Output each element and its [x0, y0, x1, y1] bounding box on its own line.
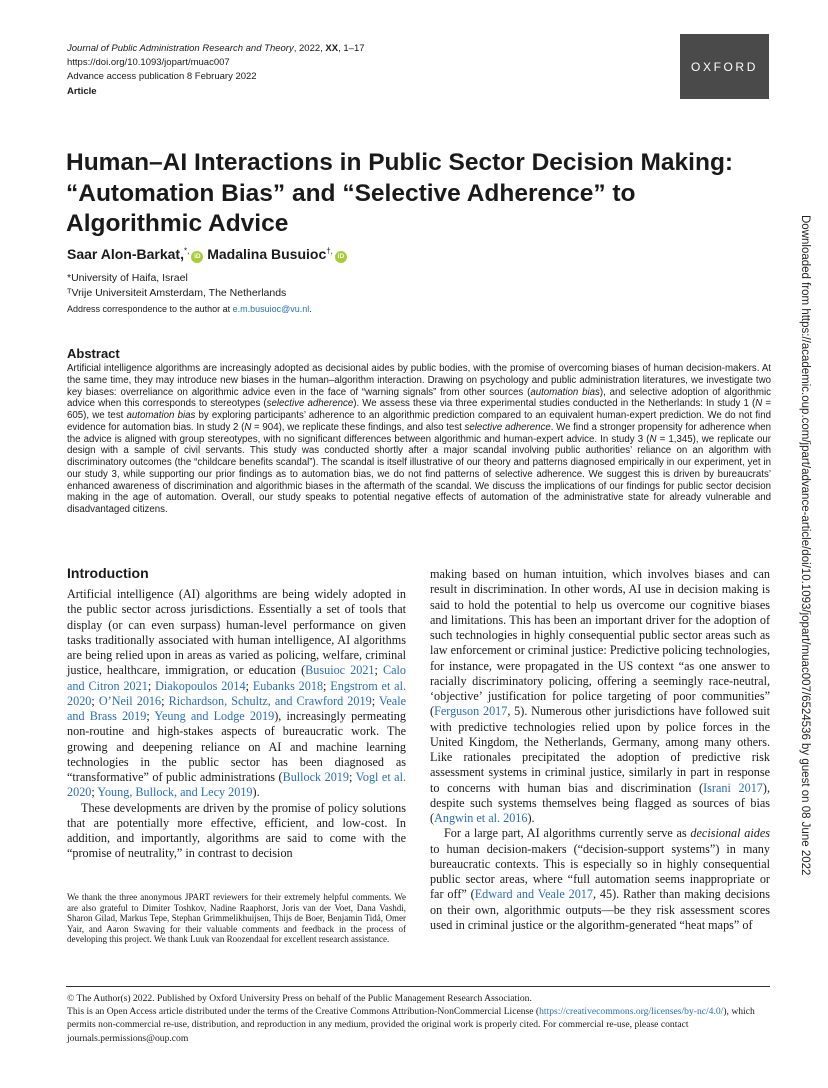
affiliations: [67, 271, 286, 300]
acknowledgement-footnote: We thank the three anonymous JPART reviewers for their extremely helpful comments. We are also grateful to Dimiter Toshkov, Nadine Raaphorst, Joris van der Voet, Dana Vashdi, Sharon Gilad, Markus Tepe, Stephan Grimmelikhuijsen, Thijs de Boer, Benjamin Tidå, Omer Yair, and Aaron Swaving for their valuable comments and feedback in the process of developing this project. We thank Luuk van Roozendaal for excellent research assistance.: [67, 892, 406, 944]
citation-link[interactable]: Engstrom et al. 2020: [67, 678, 407, 708]
body-paragraph: Artificial intelligence (AI) algorithms are being widely adopted in the public sector across jurisdictions. Essentially a set of tools that display (or can even surpass) human-level performance on given tasks traditionally associated with human intelligence, AI algorithms are being relied upon in areas as varied as policing, welfare, criminal justice, healthcare, immigration, or education (Busuioc 2021; Calo and Citron 2021; Diakopoulos 2014; Eubanks 2018; Engstrom et al. 2020; O’Neil 2016; Richardson, Schultz, and Crawford 2019; Veale and Brass 2019; Yeung and Lodge 2019), increasingly permeating non-routine and high-stakes aspects of bureaucratic work. The growing and deepening reliance on AI and machine learning technologies in the public sector has been diagnosed as “transformative” of public administrations (Bullock 2019; Vogl et al. 2020; Young, Bullock, and Lecy 2019).: [67, 587, 407, 800]
article-type: Article: [67, 85, 97, 97]
journal-citation: Journal of Public Administration Research and Theory, 2022, XX, 1–17: [67, 43, 365, 54]
citation-link[interactable]: Angwin et al. 2016: [434, 811, 528, 825]
citation-link[interactable]: Busuioc 2021: [305, 663, 375, 678]
author-list: Saar Alon-Barkat,*,iD Madalina Busuioc†,iD: [67, 246, 347, 263]
journal-volume: XX: [325, 43, 339, 54]
oxford-logo: OXFORD: [680, 34, 769, 99]
body-column-right: [430, 567, 770, 933]
orcid-icon[interactable]: iD: [191, 251, 203, 263]
abstract-heading: Abstract: [67, 346, 120, 361]
citation-link[interactable]: Young, Bullock, and Lecy 2019: [97, 785, 253, 800]
author-name: Madalina Busuioc: [207, 246, 327, 262]
journal-name: Journal of Public Administration Research and Theory: [67, 43, 294, 54]
body-paragraph: These developments are driven by the promise of policy solutions that are potentially more effective, efficient, and low-cost. In addition, and importantly, algorithms are said to come with the “promise of neutrality,” in contrast to decision: [67, 800, 406, 861]
citation-link[interactable]: Edward and Veale 2017: [474, 887, 593, 902]
citation-link[interactable]: Eubanks 2018: [252, 678, 324, 693]
citation-link[interactable]: Richardson, Schultz, and Crawford 2019: [168, 693, 372, 708]
citation-link[interactable]: Ferguson 2017: [434, 704, 508, 719]
footer-divider: [66, 986, 770, 987]
license-link[interactable]: https://creativecommons.org/licenses/by-nc/4.0/: [539, 1006, 724, 1018]
citation-link[interactable]: Veale and Brass 2019: [67, 693, 406, 723]
citation-link[interactable]: O’Neil 2016: [98, 693, 162, 708]
email-link[interactable]: e.m.busuioc@vu.nl: [232, 304, 310, 314]
section-heading-introduction: Introduction: [67, 565, 149, 581]
citation-link[interactable]: Bullock 2019: [282, 770, 349, 784]
affiliation: ᵀVrije Universiteit Amsterdam, The Netherlands: [67, 286, 287, 299]
body-paragraph: For a large part, AI algorithms currently serve as decisional aides to human decision-makers (“decision-support systems”) in many bureaucratic contexts. This is especially so in highly consequential public sector areas, where “full automation seems inappropriate or far off” (Edward and Veale 2017, 45). Rather than making decisions on their own, algorithmic outputs—be they risk assessment scores used in criminal justice or the algorithm-generated “heat maps” of: [430, 826, 770, 932]
citation-link[interactable]: Diakopoulos 2014: [155, 678, 246, 693]
body-column-left: [67, 587, 406, 862]
body-paragraph: making based on human intuition, which involves biases and can result in discrimination. In other words, AI use in decision making is said to hold the potential to help us overcome our cognitive biases and limitations. This has been an important driver for the adoption of such technologies in highly consequential public sector areas such as law enforcement or criminal justice: Predictive policing technologies, for instance, were propagated in the US context “as one answer to racially discriminatory policing, offering a seemingly race-neutral, ‘objective’ justification for police targeting of poor communities” (Ferguson 2017, 5). Numerous other jurisdictions have followed suit with predictive technologies relied upon by police forces in the United Kingdom, the Netherlands, Germany, among many others. Like rationales precipitated the adoption of predictive risk assessment systems in criminal justice, similarly in part in response to concerns with human bias and discrimination (Israni 2017), despite such systems themselves being flagged as sources of bias (Angwin et al. 2016).: [430, 567, 771, 825]
citation-link[interactable]: Calo and Citron 2021: [67, 663, 407, 693]
abstract-text: Artificial intelligence algorithms are increasingly adopted as decisional aides by public bodies, with the promise of overcoming biases of human decision-makers. At the same time, they may introduce new biases in the human–algorithm interaction. Drawing on psychology and public administration literatures, we investigate two key biases: overreliance on algorithmic advice even in the face of “warning signals” from other sources (automation bias), and selective adoption of algorithmic advice when this corresponds to stereotypes (selective adherence). We assess these via three experimental studies conducted in the Netherlands: In study 1 (N = 605), we test automation bias by exploring participants’ adherence to an algorithmic prediction compared to an equivalent human-expert prediction. We do not find evidence for automation bias. In study 2 (N = 904), we replicate these findings, and also test selective adherence. We find a stronger propensity for adherence when the advice is aligned with group stereotypes, with no significant differences between algorithmic and human-expert advice. In study 3 (N = 1,345), we replicate our design with a sample of civil servants. This study was conducted shortly after a major scandal involving public authorities’ reliance on an algorithm with discriminatory outcomes (the “childcare benefits scandal”). The scandal is itself illustrative of our theory and patterns diagnosed empirically in our experiment, yet in our study 3, while supporting our prior findings as to automation bias, we do not find patterns of selective adherence. We suggest this is driven by bureaucrats’ enhanced awareness of discrimination and algorithmic biases in the aftermath of the scandal. We discuss the implications of our findings for public sector decision making in the age of automation. Overall, our study speaks to potential negative effects of automation of the administrative state for already vulnerable and disadvantaged citizens.: [67, 363, 772, 515]
citation-link[interactable]: Israni 2017: [703, 780, 763, 795]
author-name: Saar Alon-Barkat,: [67, 246, 184, 262]
paper-title: Human–AI Interactions in Public Sector Decision Making: “Automation Bias” and “Selective Adherence” to Algorithmic Advice: [66, 149, 734, 237]
citation-link[interactable]: Vogl et al. 2020: [67, 770, 407, 800]
affiliation: *University of Haifa, Israel: [67, 272, 188, 284]
doi-link[interactable]: https://doi.org/10.1093/jopart/muac007: [67, 57, 230, 69]
advance-access: Advance access publication 8 February 2022: [67, 71, 257, 83]
citation-link[interactable]: Yeung and Lodge 2019: [154, 709, 275, 723]
journal-meta: [67, 42, 467, 99]
correspondence: Address correspondence to the author at e.m.busuioc@vu.nl.: [67, 304, 312, 314]
download-notice: Downloaded from https://academic.oup.com/jpart/advance-article/doi/10.1093/jopart/muac007/6524536 by guest on 08 June 2022: [799, 214, 811, 876]
orcid-icon[interactable]: iD: [335, 251, 347, 263]
license-notice: © The Author(s) 2022. Published by Oxford University Press on behalf of the Public Management Research Association. This is an Open Access article distributed under the terms of the Creative Commons Attribution-NonCommercial License (https://creativecommons.org/licenses/by-nc/4.0/), which permits non-commercial re-use, distribution, and reproduction in any medium, provided the original work is properly cited. For commercial re-use, please contact journals.permissions@oup.com: [67, 993, 755, 1044]
